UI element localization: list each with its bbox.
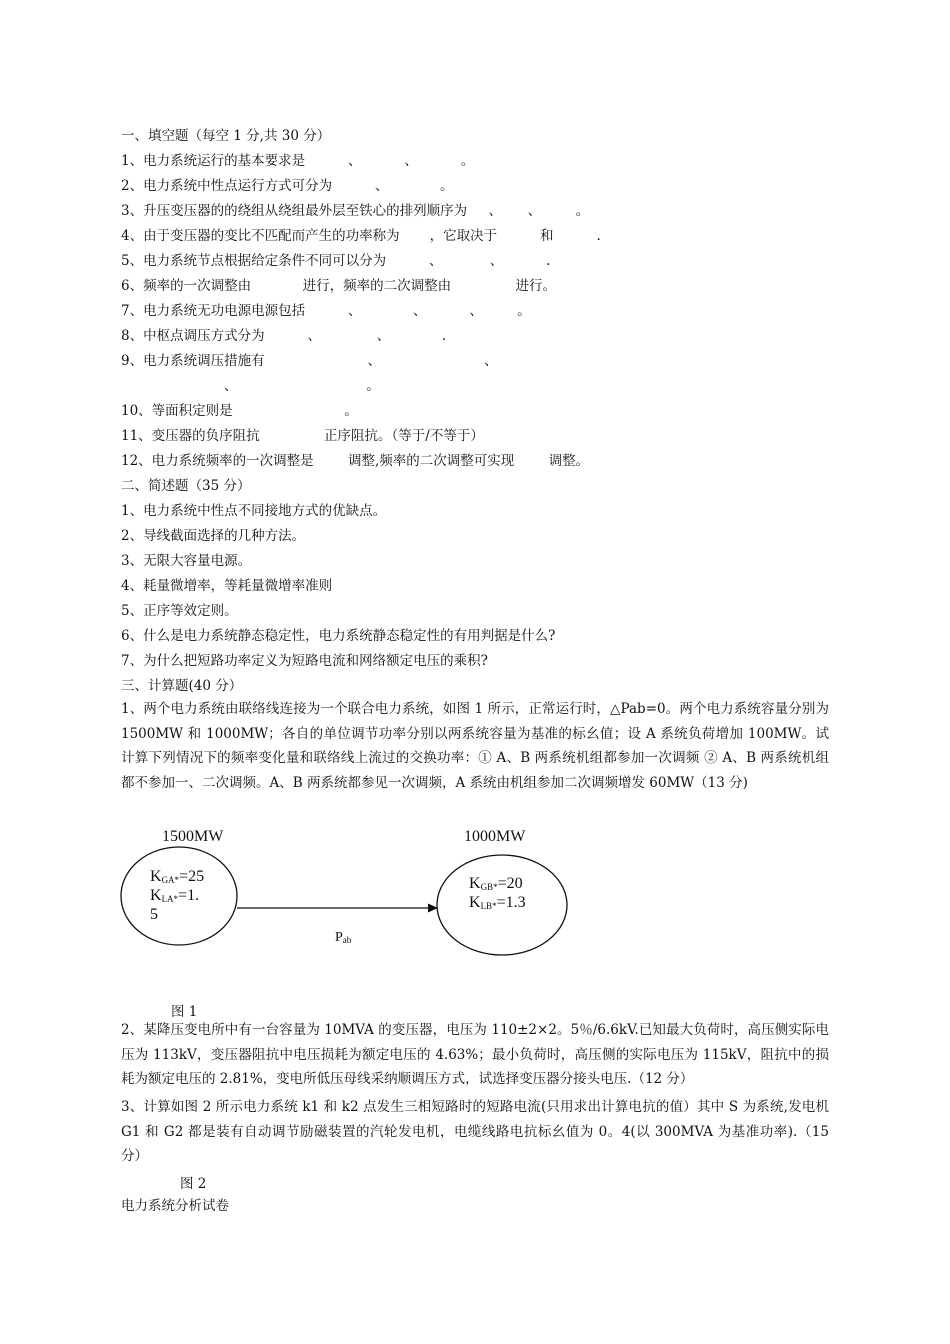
kla-label-cont: 5 (150, 906, 158, 923)
kga-label: $K_{GA*}=25$ (150, 868, 205, 885)
fill-item-5: 5、电力系统节点根据给定条件不同可以分为 、 、 . (121, 253, 551, 269)
kla-label: $K_{LA*}=1$. (150, 887, 200, 904)
fill-item-2: 2、电力系统中性点运行方式可分为 、 。 (121, 178, 454, 194)
section2-heading: 二、简述题（35 分） (121, 478, 251, 494)
kgb-label: $K_{GB*}=20$ (469, 875, 523, 892)
figure1-caption: 图 1 (171, 1004, 198, 1020)
calc-question-3: 3、计算如图 2 所示电力系统 k1 和 k2 点发生三相短路时的短路电流(只用求出计算电抗的值）其中 S 为系统,发电机 G1 和 G2 都是装有自动调节励磁装置的汽轮发电机，电缆线路电抗标幺值为 0。4(以 300MVA 为基准功率).（15 分） (121, 1099, 829, 1165)
section1-heading: 一、填空题（每空 1 分,共 30 分） (121, 128, 331, 144)
short-item-1: 1、电力系统中性点不同接地方式的优缺点。 (121, 503, 387, 519)
short-item-3: 3、无限大容量电源。 (121, 553, 252, 569)
footer-title: 电力系统分析试卷 (121, 1198, 229, 1214)
short-item-2: 2、导线截面选择的几种方法。 (121, 528, 306, 544)
system-b-capacity: 1000MW (464, 828, 526, 845)
calc-question-2: 2、某降压变电所中有一台容量为 10MVA 的变压器，电压为 110±2×2。5％/6.6kV.已知最大负荷时，高压侧实际电压为 113kV，变压器阻抗中电压损耗为额定电压的 4.63%；最小负荷时，高压侧的实际电压为 115kV，阻抗中的损耗为额定电压的 2.81%，变电所低压母线采纳顺调压方式，试选择变压器分接头电压.（12 分） (121, 1022, 829, 1088)
fill-item-1: 1、电力系统运行的基本要求是 、 、 。 (121, 153, 475, 169)
figure2-caption: 图 2 (180, 1176, 207, 1192)
fill-item-3: 3、升压变压器的的绕组从绕组最外层至铁心的排列顺序为 、 、 。 (121, 203, 590, 219)
fill-item-10: 10、等面积定则是 。 (121, 403, 358, 419)
fill-item-4: 4、由于变压器的变比不匹配而产生的功率称为 ，它取决于 和 . (121, 228, 601, 244)
fill-item-11: 11、变压器的负序阻抗 正序阻抗。（等于/不等于） (121, 428, 484, 444)
section3-heading: 三、计算题(40 分） (121, 678, 243, 694)
fill-item-6: 6、频率的一次调整由 进行，频率的二次调整由 进行。 (121, 278, 556, 294)
short-item-5: 5、正序等效定则。 (121, 603, 238, 619)
short-item-4: 4、耗量微增率，等耗量微增率准则 (121, 578, 333, 594)
short-item-6: 6、什么是电力系统静态稳定性，电力系统静态稳定性的有用判据是什么? (121, 628, 556, 644)
fill-item-9: 9、电力系统调压措施有 、 、 (121, 353, 498, 369)
fill-item-7: 7、电力系统无功电源电源包括 、 、 、 。 (121, 303, 531, 319)
calc-question-1: 1、两个电力系统由联络线连接为一个联合电力系统，如图 1 所示，正常运行时，△Pab=0。两个电力系统容量分别为 1500MW 和 1000MW；各自的单位调节功率分别以两系统容量为基准的标幺值；设 A 系统负荷增加 100MW。试计算下列情况下的频率变化量和联络线上流过的交换功率：① A、B 两系统机组都参加一次调频 ② A、B 两系统机组都不参加一、二次调频。A、B 两系统都参见一次调频，A 系统由机组参加二次调频增发 60MW（13 分) (121, 701, 829, 792)
fill-item-9-cont: 、 。 (121, 378, 380, 394)
pab-label: $P_{ab}$ (335, 930, 352, 945)
klb-label: $K_{LB*}=1.3$ (469, 894, 526, 911)
fill-item-8: 8、中枢点调压方式分为 、 、 . (121, 328, 447, 344)
short-item-7: 7、为什么把短路功率定义为短路电流和网络额定电压的乘积? (121, 653, 488, 669)
fill-item-12: 12、电力系统频率的一次调整是 调整,频率的二次调整可实现 调整。 (121, 453, 590, 469)
system-a-capacity: 1500MW (162, 828, 224, 845)
